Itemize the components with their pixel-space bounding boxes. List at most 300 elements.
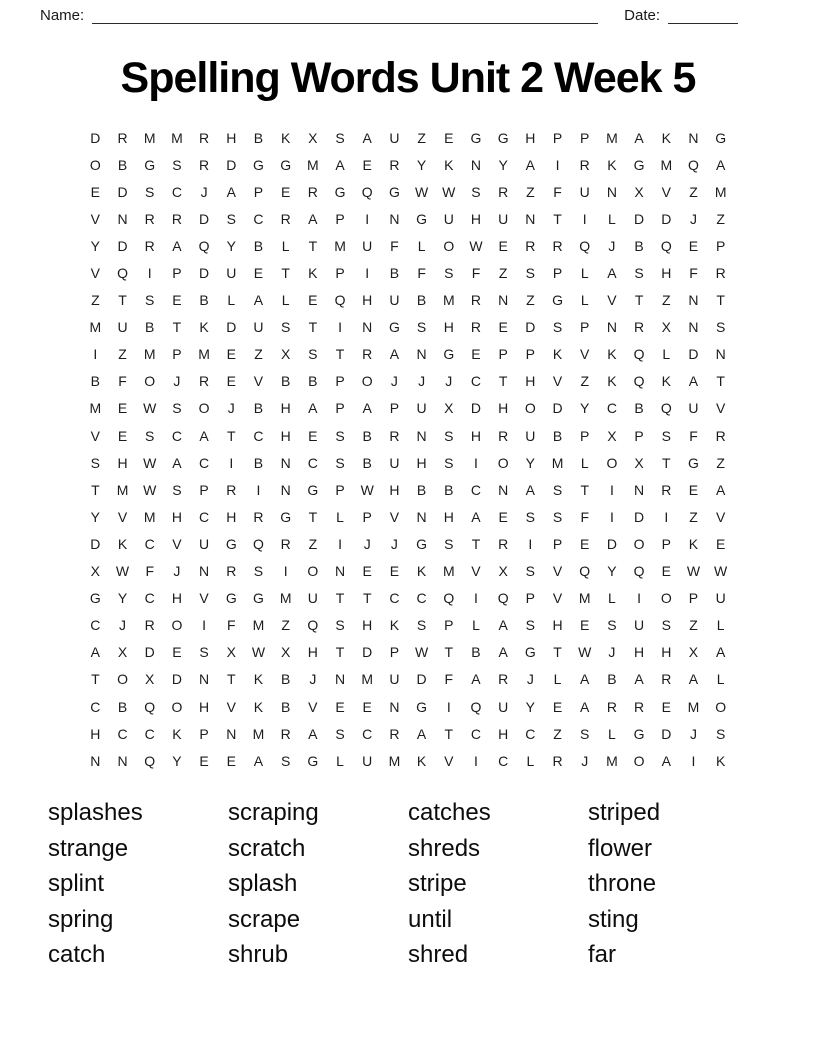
grid-cell: Y [90,508,101,525]
grid-cell: H [552,617,563,634]
grid-cell: E [117,427,128,444]
grid-cell: M [198,346,210,363]
grid-cell: A [498,617,508,634]
grid-cell: I [283,563,288,580]
grid-cell: S [715,725,726,742]
grid-cell: V [661,183,671,200]
grid-cell: C [90,617,101,634]
grid-cell: L [553,671,562,688]
grid-cell: J [309,671,317,688]
grid-cell: A [226,183,236,200]
grid-cell: E [688,237,699,254]
grid-cell: R [280,725,291,742]
grid-cell: E [199,752,209,769]
grid-cell: K [661,373,671,390]
word-list-item: splint [48,870,105,898]
grid-cell: S [607,617,617,634]
grid-cell: C [470,481,482,498]
grid-cell: B [389,265,400,282]
word-list-column [48,795,228,973]
grid-cell: C [416,590,427,607]
grid-cell: A [634,129,644,146]
grid-cell: X [280,644,291,661]
grid-cell: S [661,617,671,634]
grid-cell: C [606,400,617,417]
grid-cell: H [443,319,454,336]
grid-cell: P [362,508,372,525]
grid-cell: B [280,671,291,688]
grid-cell: W [414,183,429,200]
grid-cell: Y [90,237,101,254]
grid-cell: R [117,129,128,146]
grid-cell: D [144,644,155,661]
grid-cell: I [338,535,342,552]
grid-cell: Q [117,265,128,282]
grid-cell: U [525,427,536,444]
grid-cell: R [661,481,672,498]
grid-cell: E [498,319,508,336]
grid-cell: H [661,644,672,661]
grid-cell: I [637,590,642,607]
grid-cell: F [689,265,698,282]
grid-cell: U [307,590,318,607]
grid-cell: F [227,617,236,634]
word-list-item: sting [588,905,639,933]
grid-cell: L [716,617,725,634]
grid-cell: U [389,292,400,309]
grid-cell: B [634,400,644,417]
grid-cell: Z [526,183,535,200]
grid-cell: H [416,454,427,471]
grid-cell: K [253,671,264,688]
grid-cell: W [469,237,483,254]
word-list-item: scrape [228,905,301,933]
grid-cell: A [715,644,726,661]
grid-cell: N [525,210,536,227]
grid-cell: I [555,156,560,173]
grid-cell: S [715,319,726,336]
grid-cell: L [580,292,589,309]
grid-cell: P [525,590,536,607]
grid-cell: S [172,156,182,173]
grid-cell: U [389,129,400,146]
grid-cell: H [389,481,400,498]
word-list-item: far [588,941,617,969]
grid-cell: W [442,183,456,200]
grid-cell: V [607,292,617,309]
grid-cell: D [226,156,237,173]
grid-cell: X [444,400,454,417]
grid-cell: H [525,373,536,390]
grid-cell: H [362,292,373,309]
grid-cell: P [172,265,182,282]
grid-cell: E [280,183,291,200]
grid-cell: G [633,156,645,173]
grid-cell: G [280,508,292,525]
grid-cell: B [444,481,454,498]
grid-cell: F [417,265,426,282]
grid-cell: P [444,617,454,634]
grid-cell: H [199,698,210,715]
grid-cell: Q [633,563,645,580]
grid-cell: R [226,563,237,580]
grid-cell: O [633,752,645,769]
grid-cell: F [145,563,154,580]
grid-cell: N [606,183,617,200]
grid-cell: J [200,183,208,200]
word-list-item: until [408,905,453,933]
grid-cell: Q [688,156,699,173]
grid-cell: H [634,644,645,661]
grid-cell: S [661,427,671,444]
grid-cell: S [199,644,209,661]
grid-cell: S [308,346,318,363]
grid-cell: K [607,156,617,173]
grid-cell: V [308,698,318,715]
grid-cell: M [551,454,564,471]
grid-cell: T [335,644,345,661]
grid-cell: O [144,373,156,390]
grid-cell: N [389,210,400,227]
word-list-item: catches [408,799,491,827]
grid-cell: I [229,454,234,471]
grid-cell: M [334,237,346,254]
word-list-item: spring [48,905,114,933]
grid-cell: T [281,265,290,282]
grid-cell: I [446,698,451,715]
grid-cell: X [634,183,644,200]
grid-cell: P [335,400,345,417]
grid-cell: E [172,644,182,661]
grid-cell: C [389,590,400,607]
grid-cell: N [334,563,346,580]
grid-cell: L [281,292,290,309]
word-list-item: flower [588,834,653,862]
grid-cell: C [144,535,155,552]
grid-cell: X [90,563,101,580]
grid-cell: R [661,671,672,688]
grid-cell: N [498,481,509,498]
grid-cell: N [634,481,645,498]
grid-cell: S [525,617,536,634]
grid-cell: R [606,698,617,715]
grid-cell: G [144,156,156,173]
grid-cell: T [172,319,182,336]
grid-cell: W [143,454,157,471]
grid-cell: A [90,644,101,661]
grid-cell: A [688,671,699,688]
grid-cell: J [689,210,697,227]
grid-cell: M [361,671,374,688]
grid-cell: D [226,319,237,336]
grid-cell: R [715,427,726,444]
page-title: Spelling Words Unit 2 Week 5 [120,54,696,102]
grid-cell: K [389,617,400,634]
grid-cell: A [308,210,318,227]
grid-cell: R [552,752,563,769]
grid-cell: S [444,427,454,444]
grid-cell: I [691,752,696,769]
grid-cell: T [118,292,127,309]
grid-cell: E [362,563,372,580]
grid-cell: J [227,400,235,417]
grid-cell: T [444,725,454,742]
grid-cell: N [715,346,726,363]
grid-cell: S [444,535,454,552]
grid-cell: J [689,725,697,742]
grid-cell: B [416,292,427,309]
grid-cell: F [390,237,399,254]
grid-cell: P [199,725,209,742]
grid-cell: D [117,237,128,254]
grid-cell: V [226,698,236,715]
grid-cell: T [716,373,725,390]
grid-cell: Z [662,292,671,309]
grid-cell: H [525,129,536,146]
grid-cell: G [524,644,536,661]
grid-cell: V [552,563,563,580]
grid-cell: N [90,752,101,769]
grid-cell: J [390,373,398,390]
grid-cell: Y [580,400,590,417]
grid-cell: R [525,237,536,254]
grid-cell: B [280,698,291,715]
grid-cell: A [688,373,699,390]
grid-cell: U [498,698,509,715]
grid-cell: K [308,265,318,282]
grid-cell: L [580,265,589,282]
grid-cell: X [280,346,291,363]
grid-cell: M [143,129,156,146]
grid-cell: Z [281,617,290,634]
grid-cell: R [362,346,373,363]
grid-cell: O [660,590,672,607]
grid-cell: J [445,373,453,390]
grid-cell: I [256,481,261,498]
grid-cell: J [363,535,371,552]
grid-cell: G [89,590,101,607]
grid-cell: A [308,400,318,417]
grid-cell: D [470,400,482,417]
grid-cell: G [497,129,509,146]
grid-cell: A [416,725,427,742]
grid-cell: L [716,671,725,688]
grid-cell: T [335,590,345,607]
grid-cell: Q [470,698,482,715]
grid-cell: J [119,617,127,634]
grid-cell: R [470,292,482,309]
word-list-item: catch [48,941,106,969]
word-list-column [228,795,408,973]
grid-cell: E [226,346,236,363]
grid-cell: X [498,563,508,580]
grid-cell: U [688,400,699,417]
grid-cell: A [498,644,508,661]
grid-cell: S [525,508,536,525]
grid-cell: E [389,563,400,580]
grid-cell: P [580,427,590,444]
grid-cell: Y [117,590,128,607]
grid-cell: D [634,210,645,227]
grid-cell: Q [361,183,373,200]
header-row [0,0,816,24]
grid-cell: O [497,454,509,471]
grid-cell: W [414,644,429,661]
grid-cell: P [335,265,345,282]
grid-cell: Z [689,508,698,525]
grid-cell: N [416,508,427,525]
grid-cell: B [607,671,617,688]
grid-cell: Z [498,265,508,282]
grid-cell: R [498,535,509,552]
grid-cell: A [335,156,345,173]
grid-cell: Q [579,563,591,580]
grid-cell: F [444,671,454,688]
grid-cell: S [90,454,101,471]
grid-cell: A [661,752,671,769]
grid-cell: M [714,183,727,200]
grid-cell: H [171,590,182,607]
grid-cell: C [470,373,482,390]
grid-cell: Y [416,156,427,173]
grid-cell: G [443,346,455,363]
grid-cell: J [173,563,181,580]
date-label: Date: [624,7,660,24]
grid-cell: Y [525,454,536,471]
grid-cell: L [526,752,535,769]
grid-cell: M [442,563,455,580]
grid-cell: C [498,752,509,769]
grid-cell: K [172,725,182,742]
grid-cell: P [552,129,563,146]
grid-cell: Q [660,400,672,417]
grid-cell: A [715,481,726,498]
grid-cell: J [526,671,534,688]
grid-cell: D [117,183,128,200]
grid-cell: S [145,292,155,309]
word-list-item: throne [588,870,657,898]
grid-cell: N [688,292,699,309]
grid-cell: H [498,725,509,742]
grid-cell: U [443,210,454,227]
grid-cell: N [389,698,400,715]
grid-cell: E [498,237,508,254]
word-list-item: striped [588,799,661,827]
grid-cell: W [686,563,701,580]
grid-cell: S [416,617,427,634]
grid-cell: O [307,563,319,580]
grid-cell: Q [497,590,509,607]
grid-cell: N [280,454,291,471]
grid-cell: V [389,508,400,525]
grid-cell: B [253,454,264,471]
grid-cell: P [335,481,345,498]
grid-cell: C [171,427,182,444]
grid-cell: M [660,156,673,173]
grid-cell: N [416,427,427,444]
grid-cell: M [143,346,156,363]
grid-cell: Z [308,535,318,552]
grid-cell: T [553,210,562,227]
grid-cell: M [578,590,591,607]
grid-cell: X [145,671,155,688]
grid-cell: M [171,129,183,146]
grid-cell: K [607,373,617,390]
grid-cell: O [117,671,128,688]
grid-cell: U [498,210,509,227]
grid-cell: R [253,508,264,525]
grid-cell: B [416,481,427,498]
grid-cell: W [143,400,157,417]
grid-cell: V [444,752,454,769]
grid-cell: R [634,319,645,336]
grid-cell: N [416,346,427,363]
grid-cell: Q [579,237,591,254]
grid-cell: B [145,319,155,336]
grid-cell: Z [91,292,100,309]
grid-cell: C [362,725,373,742]
grid-cell: A [362,400,372,417]
grid-cell: C [144,725,155,742]
grid-cell: L [336,752,344,769]
word-list-item: splashes [48,799,143,827]
grid-cell: N [117,752,128,769]
grid-cell: B [117,156,128,173]
grid-cell: V [471,563,481,580]
grid-cell: Z [254,346,263,363]
grid-cell: E [226,752,236,769]
grid-cell: V [199,590,209,607]
grid-cell: B [280,373,291,390]
grid-cell: G [253,590,264,607]
grid-cell: A [253,752,264,769]
grid-cell: E [362,156,372,173]
grid-cell: R [280,210,291,227]
grid-cell: S [335,129,345,146]
grid-cell: P [335,373,345,390]
grid-cell: I [609,481,614,498]
grid-cell: O [633,535,645,552]
word-list [0,795,816,973]
grid-cell: D [199,265,210,282]
grid-cell: U [199,535,210,552]
grid-cell: L [472,617,480,634]
grid-cell: X [634,454,644,471]
grid-cell: W [115,563,130,580]
grid-cell: T [444,644,454,661]
grid-cell: S [335,454,345,471]
grid-cell: A [580,698,590,715]
grid-cell: W [251,644,266,661]
grid-cell: R [171,210,182,227]
grid-cell: Y [226,237,236,254]
grid-cell: X [117,644,128,661]
grid-cell: L [417,237,426,254]
grid-cell: S [525,563,536,580]
grid-cell: Q [633,346,645,363]
grid-cell: G [280,156,292,173]
grid-cell: S [552,508,563,525]
grid-cell: H [226,508,237,525]
grid-cell: K [715,752,726,769]
grid-cell: P [498,346,508,363]
grid-cell: D [362,644,373,661]
grid-cell: I [93,346,98,363]
grid-cell: E [253,265,264,282]
grid-cell: R [199,129,210,146]
grid-cell: S [525,265,536,282]
grid-cell: T [580,481,589,498]
